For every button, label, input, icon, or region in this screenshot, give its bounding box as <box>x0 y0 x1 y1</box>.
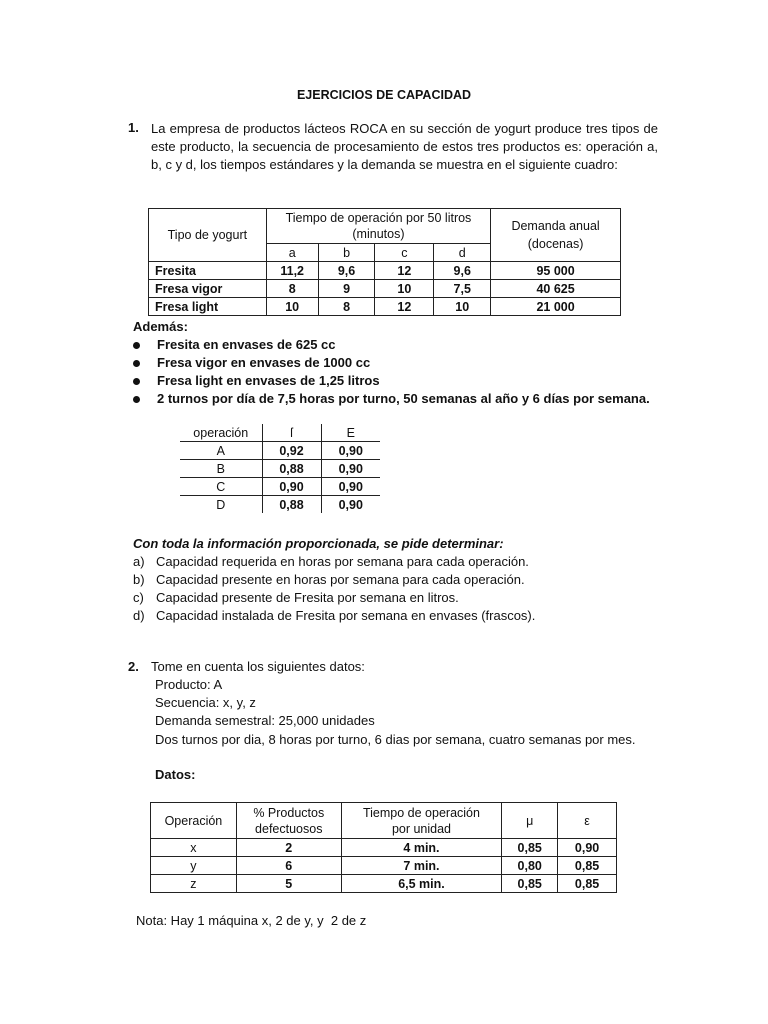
question-1-number: 1. <box>128 120 139 135</box>
header-tipo-yogurt: Tipo de yogurt <box>149 209 267 262</box>
header-tiempo-operacion: Tiempo de operación por 50 litros (minutos) <box>266 209 490 244</box>
bullet-item: Fresa vigor en envases de 1000 cc <box>133 354 650 372</box>
bullet-item: Fresita en envases de 625 cc <box>133 336 650 354</box>
question-1-text: La empresa de productos lácteos ROCA en su sección de yogurt produce tres tipos de este producto, la secuencia de procesamiento de estos tres productos es: operación a, b, c y d, los tiempos estándares y la demanda se muestra en el siguiente cuadro: <box>151 121 658 172</box>
list-item: d) Capacidad instalada de Fresita por semana en envases (frascos). <box>133 608 536 623</box>
nota-line: Nota: Hay 1 máquina x, 2 de y, y 2 de z <box>136 913 367 928</box>
bullet-list <box>133 336 650 408</box>
list-item: c) Capacidad presente de Fresita por semana en litros. <box>133 590 459 605</box>
question-1-items <box>133 553 535 625</box>
bullet-icon <box>133 396 140 403</box>
table-row: Fresa light 10 8 12 10 21 000 <box>149 298 621 316</box>
header-operacion: Operación <box>151 803 237 839</box>
bullet-icon <box>133 378 140 385</box>
bullet-item: 2 turnos por día de 7,5 horas por turno, 50 semanas al año y 6 días por semana. <box>133 390 650 408</box>
list-item: a) Capacidad requerida en horas por semana para cada operación. <box>133 554 529 569</box>
list-item: b) Capacidad presente en horas por semana para cada operación. <box>133 572 525 587</box>
producto-line: Producto: A <box>155 677 223 692</box>
yogurt-times-table <box>148 208 621 316</box>
table-row: Fresita 11,2 9,6 12 9,6 95 000 <box>149 262 621 280</box>
table-row: B 0,88 0,90 <box>180 460 380 478</box>
bullet-icon <box>133 360 140 367</box>
bullet-icon <box>133 342 140 349</box>
secuencia-line: Secuencia: x, y, z <box>155 695 256 710</box>
question-2-intro: Tome en cuenta los siguientes datos: <box>151 659 365 674</box>
table-row: A 0,92 0,90 <box>180 442 380 460</box>
efficiency-factors-table <box>180 424 380 513</box>
header-mu: μ <box>502 803 558 839</box>
datos-label: Datos: <box>155 767 196 782</box>
header-op-d: d <box>434 244 491 262</box>
table-row: x 2 4 min. 0,85 0,90 <box>151 839 617 857</box>
header-tiempo-operacion: Tiempo de operación por unidad <box>341 803 502 839</box>
header-op-c: c <box>375 244 434 262</box>
header-demanda-anual: Demanda anual (docenas) <box>491 209 621 262</box>
table-row: C 0,90 0,90 <box>180 478 380 496</box>
header-epsilon: ε <box>558 803 617 839</box>
table-row: D 0,88 0,90 <box>180 496 380 514</box>
turnos-line: Dos turnos por dia, 8 horas por turno, 6 dias por semana, cuatro semanas por mes. <box>155 732 636 747</box>
table-row: z 5 6,5 min. 0,85 0,85 <box>151 875 617 893</box>
header-op-b: b <box>318 244 375 262</box>
header-efficiency-symbol: E <box>321 424 380 442</box>
header-utilization-symbol: ſ <box>262 424 321 442</box>
page-title: EJERCICIOS DE CAPACIDAD <box>296 88 472 102</box>
table-row: Fresa vigor 8 9 10 7,5 40 625 <box>149 280 621 298</box>
header-defectuosos: % Productos defectuosos <box>236 803 341 839</box>
question-1-prompt: Con toda la información proporcionada, se pide determinar: <box>133 536 504 551</box>
question-2-number: 2. <box>128 659 139 674</box>
ademas-label: Además: <box>133 319 188 334</box>
bullet-item: Fresa light en envases de 1,25 litros <box>133 372 650 390</box>
demanda-line: Demanda semestral: 25,000 unidades <box>155 713 375 728</box>
operations-data-table <box>150 802 617 893</box>
header-operacion: operación <box>180 424 262 442</box>
table-row: y 6 7 min. 0,80 0,85 <box>151 857 617 875</box>
header-op-a: a <box>266 244 318 262</box>
